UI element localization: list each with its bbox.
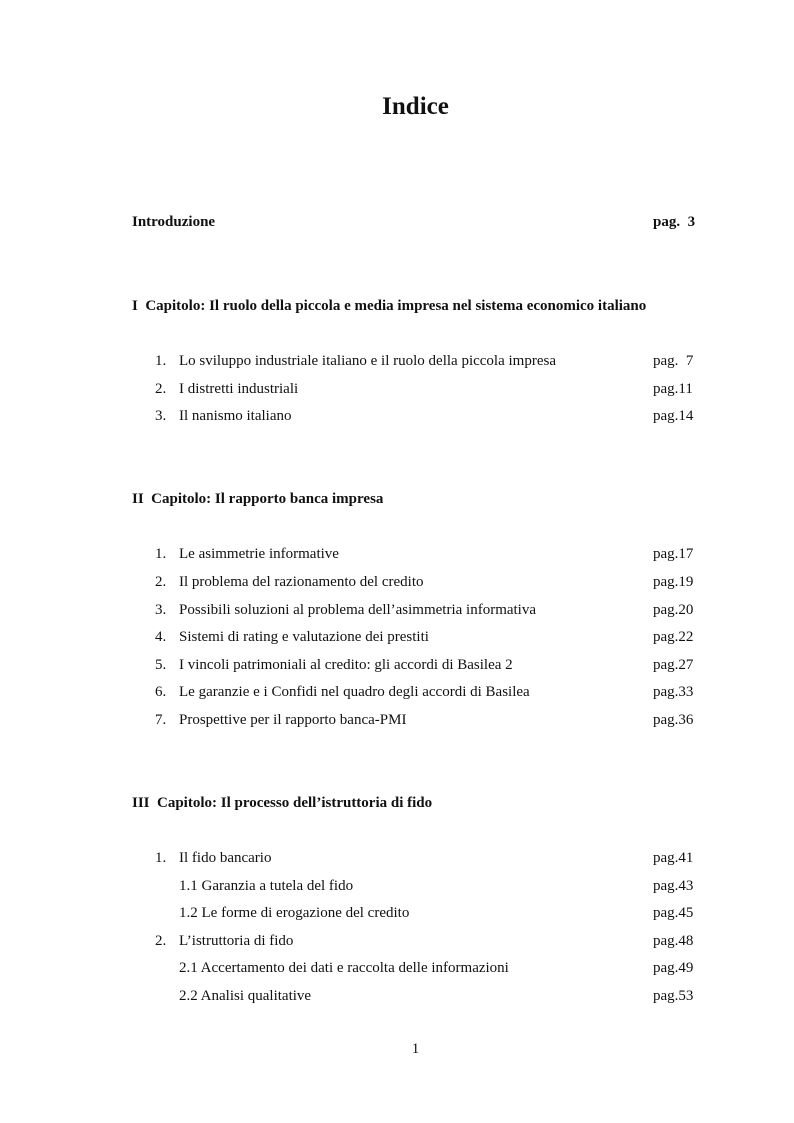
toc-entry-title: Il fido bancario [179, 850, 272, 866]
toc-entry-page: pag.43 [653, 878, 694, 894]
toc-entry [0, 546, 794, 566]
chapter-1-heading: I Capitolo: Il ruolo della piccola e media impresa nel sistema economico italiano [132, 298, 647, 314]
toc-entry-title: 2.2 Analisi qualitative [179, 988, 312, 1004]
toc-entry-page: pag.45 [653, 905, 694, 921]
toc-entry-page: pag. 7 [653, 353, 694, 369]
toc-entry-page: pag.27 [653, 657, 694, 673]
toc-entry-number: 3. [155, 408, 167, 424]
page-number: 1 [411, 1041, 420, 1057]
introduction-label: Introduzione [132, 214, 216, 230]
toc-entry-page: pag.20 [653, 602, 694, 618]
toc-entry-title: Il nanismo italiano [179, 408, 292, 424]
chapter-2-heading: II Capitolo: Il rapporto banca impresa [132, 491, 384, 507]
toc-entry-number: 1. [155, 546, 167, 562]
toc-subentry [0, 878, 794, 898]
toc-entry-title: I vincoli patrimoniali al credito: gli accordi di Basilea 2 [179, 657, 513, 673]
toc-entry [0, 353, 794, 373]
toc-entry [0, 933, 794, 953]
toc-entry-title: Possibili soluzioni al problema dell’asimmetria informativa [179, 602, 537, 618]
toc-entry-number: 4. [155, 629, 167, 645]
toc-entry [0, 574, 794, 594]
toc-entry-page: pag.36 [653, 712, 694, 728]
toc-entry-number: 2. [155, 381, 167, 397]
page-title: Indice [382, 93, 449, 120]
toc-entry-title: Lo sviluppo industriale italiano e il ruolo della piccola impresa [179, 353, 556, 369]
toc-entry-number: 2. [155, 933, 167, 949]
toc-entry [0, 712, 794, 732]
toc-entry-number: 5. [155, 657, 167, 673]
toc-entry [0, 629, 794, 649]
toc-subentry [0, 905, 794, 925]
toc-entry-number: 6. [155, 684, 167, 700]
toc-entry [0, 657, 794, 677]
toc-subentry [0, 960, 794, 980]
toc-entry-title: Sistemi di rating e valutazione dei prestiti [179, 629, 429, 645]
toc-entry-page: pag.14 [653, 408, 694, 424]
toc-entry-number: 3. [155, 602, 167, 618]
toc-entry-title: 1.1 Garanzia a tutela del fido [179, 878, 354, 894]
toc-entry-title: 1.2 Le forme di erogazione del credito [179, 905, 410, 921]
toc-entry-number: 1. [155, 353, 167, 369]
toc-entry-title: Il problema del razionamento del credito [179, 574, 424, 590]
toc-entry-title: 2.1 Accertamento dei dati e raccolta delle informazioni [179, 960, 509, 976]
toc-entry-title: L’istruttoria di fido [179, 933, 294, 949]
toc-entry-title: Le asimmetrie informative [179, 546, 339, 562]
toc-entry-title: Le garanzie e i Confidi nel quadro degli accordi di Basilea [179, 684, 530, 700]
toc-entry-number: 2. [155, 574, 167, 590]
toc-entry-title: Prospettive per il rapporto banca-PMI [179, 712, 407, 728]
toc-entry [0, 408, 794, 428]
toc-entry-page: pag.11 [653, 381, 693, 397]
toc-subentry [0, 988, 794, 1008]
toc-entry-page: pag.19 [653, 574, 694, 590]
toc-entry-title: I distretti industriali [179, 381, 299, 397]
toc-entry-page: pag.33 [653, 684, 694, 700]
toc-entry-number: 1. [155, 850, 167, 866]
toc-entry-page: pag.22 [653, 629, 694, 645]
toc-entry-page: pag.41 [653, 850, 694, 866]
toc-entry [0, 684, 794, 704]
toc-entry [0, 381, 794, 401]
toc-entry-page: pag.48 [653, 933, 694, 949]
toc-entry-page: pag.49 [653, 960, 694, 976]
chapter-3-heading: III Capitolo: Il processo dell’istruttoria di fido [132, 795, 433, 811]
introduction-page: pag. 3 [653, 214, 696, 230]
toc-entry [0, 850, 794, 870]
toc-entry-number: 7. [155, 712, 167, 728]
toc-entry-page: pag.53 [653, 988, 694, 1004]
toc-entry-page: pag.17 [653, 546, 694, 562]
toc-entry [0, 602, 794, 622]
